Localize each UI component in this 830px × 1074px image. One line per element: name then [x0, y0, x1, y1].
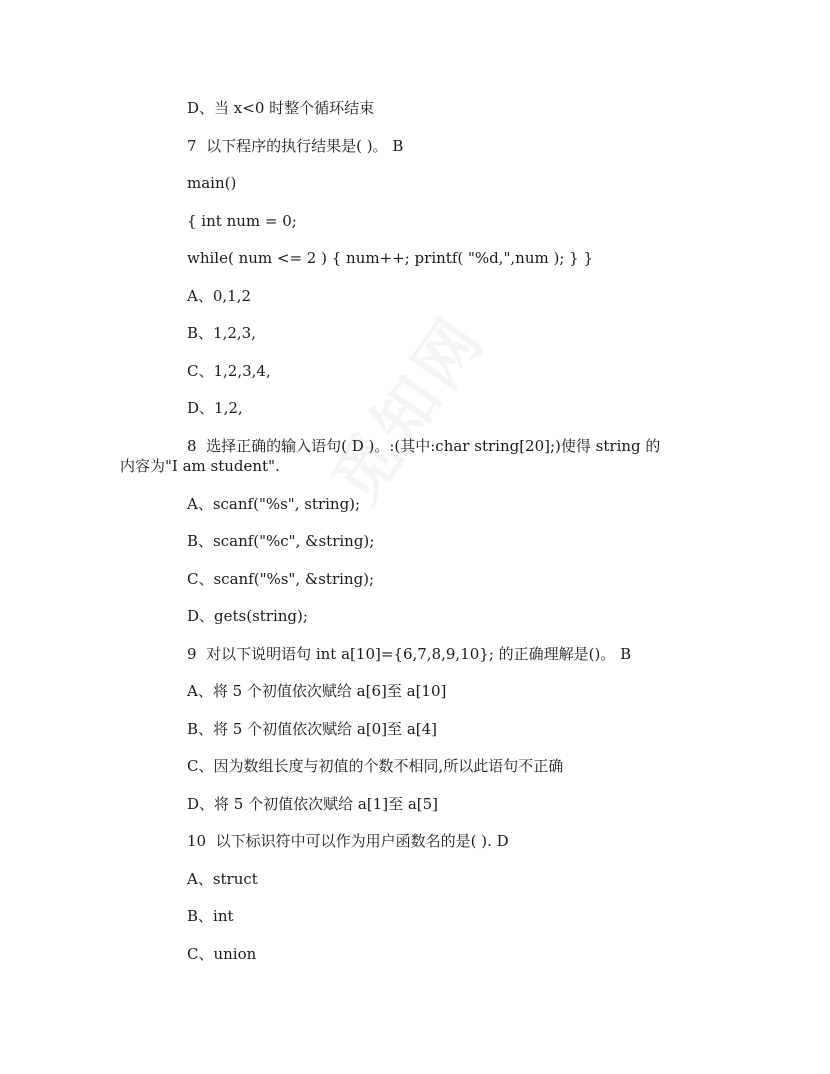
question-8-continued: 内容为"I am student".	[120, 457, 280, 475]
option-b-q7: B、1,2,3,	[187, 324, 256, 342]
option-b-q8: B、scanf("%c", &string);	[187, 532, 375, 550]
question-7: 7 以下程序的执行结果是( )。 B	[187, 137, 404, 155]
option-c-q9: C、因为数组长度与初值的个数不相同,所以此语句不正确	[187, 757, 564, 775]
code-line-decl: { int num = 0;	[187, 212, 297, 230]
question-8: 8 选择正确的输入语句( D )。:(其中:char string[20];)使得 string 的	[187, 437, 661, 455]
question-9: 9 对以下说明语句 int a[10]={6,7,8,9,10}; 的正确理解是()。 B	[187, 645, 632, 663]
option-a-q7: A、0,1,2	[187, 287, 251, 305]
code-line-main: main()	[187, 174, 237, 192]
option-a-q8: A、scanf("%s", string);	[187, 495, 361, 513]
watermark	[307, 294, 503, 519]
option-c-q8: C、scanf("%s", &string);	[187, 570, 375, 588]
option-b-q10: B、int	[187, 907, 234, 925]
option-d-q8: D、gets(string);	[187, 607, 308, 625]
code-line-while: while( num <= 2 ) { num++; printf( "%d,",num ); } }	[187, 249, 594, 267]
question-10: 10 以下标识符中可以作为用户函数名的是( ). D	[187, 832, 509, 850]
option-d-q9: D、将 5 个初值依次赋给 a[1]至 a[5]	[187, 795, 439, 813]
option-d-q7: D、1,2,	[187, 399, 243, 417]
option-c-q7: C、1,2,3,4,	[187, 362, 271, 380]
option-b-q9: B、将 5 个初值依次赋给 a[0]至 a[4]	[187, 720, 438, 738]
option-c-q10: C、union	[187, 945, 257, 963]
option-a-q9: A、将 5 个初值依次赋给 a[6]至 a[10]	[187, 682, 447, 700]
option-a-q10: A、struct	[187, 870, 258, 888]
option-d-q6: D、当 x<0 时整个循环结束	[187, 99, 375, 117]
